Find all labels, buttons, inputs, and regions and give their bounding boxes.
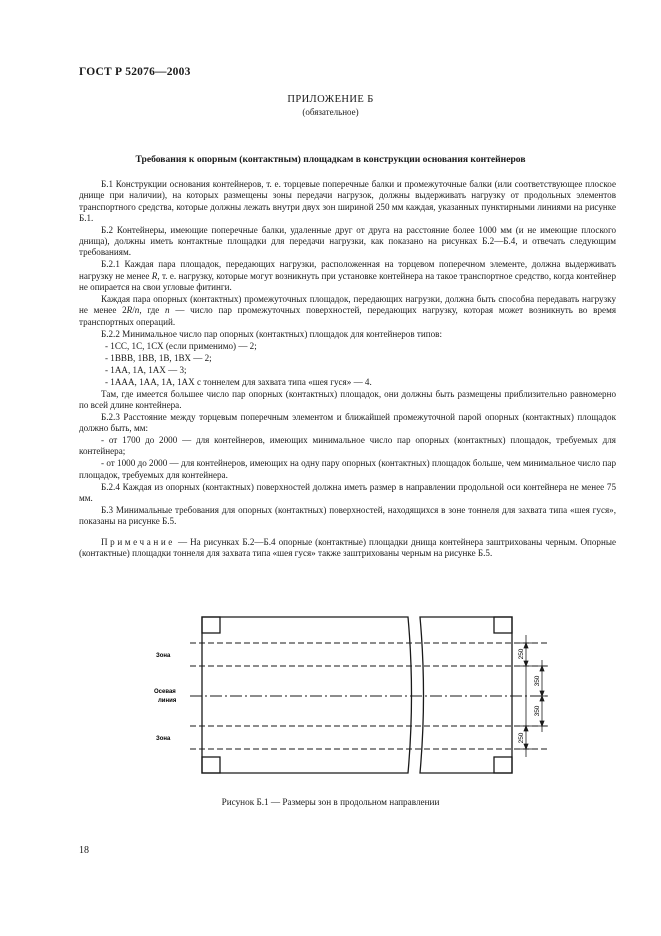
- dim-label-350-top: 350: [534, 675, 541, 687]
- dim-arrow: [524, 744, 528, 749]
- container-outline-left: [202, 617, 412, 773]
- list-item: - 1ААА, 1АА, 1А, 1АХ с тоннелем для захвата типа «шея гуся» — 4.: [105, 376, 372, 387]
- figure-b1: [150, 605, 560, 785]
- text-run: Каждая пара опорных (контактных) промежуточных площадок, передающих нагрузки, должна быть способна передавать нагрузку не менее 2: [79, 294, 616, 316]
- corner-fitting: [494, 757, 512, 773]
- paragraph-b2: Б.2 Контейнеры, имеющие поперечные балки, удаленные друг от друга на расстояние более 1000 мм (и не имеющие плоского днища), должны иметь контактные площадки для передачи нагрузки, как показано на рисунках Б.2—Б.4, и отвечать следующим требованиям.: [79, 224, 616, 258]
- text-run: , где: [139, 305, 166, 316]
- paragraph-distribution: Там, где имеется большее число пар опорных (контактных) площадок, они должны быть размещены приблизительно равномерно по всей длине контейнера.: [79, 388, 616, 410]
- axis-label-line2: линия: [158, 698, 177, 704]
- dim-label-250-bottom: 250: [518, 732, 525, 744]
- list-item: - 1ВВВ, 1ВВ, 1В, 1ВХ — 2;: [105, 352, 212, 363]
- paragraph-b3: Б.3 Минимальные требования для опорных (контактных) поверхностей, находящихся в зоне тоннеля для захвата типа «шея гуся», показаны на рисунке Б.5.: [79, 504, 616, 527]
- appendix-title: ПРИЛОЖЕНИЕ Б: [287, 94, 374, 105]
- section-title: Требования к опорным (контактным) площадкам в конструкции основания контейнеров: [135, 154, 526, 165]
- corner-fitting: [202, 757, 220, 773]
- paragraph-range-2: - от 1000 до 2000 — для контейнеров, имеющих на одну пару опорных (контактных) площадок больше, чем минимальное число пар площадок, требуемых для контейнера.: [79, 458, 616, 480]
- note-label: Примечание: [101, 536, 175, 547]
- var-r: R: [126, 305, 133, 316]
- standard-header: ГОСТ Р 52076—2003: [79, 66, 191, 78]
- appendix-status: (обязательное): [302, 107, 359, 117]
- dim-arrow: [524, 726, 528, 731]
- corner-fitting: [494, 617, 512, 633]
- paragraph-b1: Б.1 Конструкции основания контейнеров, т. е. торцевые поперечные балки и промежуточные балки (или соответствующее плоское днище при наличии), на которых размещены зоны передачи нагрузок, должны выдерживать нагрузку от продольных элементов транспортного средства, которые должны лежать внутри двух зон шириной 250 мм каждая, указанных пунктирными линиями на рисунке Б.1.: [79, 179, 616, 223]
- zone-label-top: Зона: [156, 653, 171, 659]
- dim-arrow: [540, 666, 544, 671]
- paragraph-b24: Б.2.4 Каждая из опорных (контактных) поверхностей должна иметь размер в направлении продольной оси контейнера не менее 75 мм.: [79, 481, 616, 503]
- note-text: — На рисунках Б.2—Б.4 опорные (контактные) площадки днища контейнера заштрихованы черным. Опорные (контактные) площадки тоннеля для захвата типа «шея гуся» также заштрихованы черным на рисунке Б.5.: [79, 536, 616, 558]
- zone-label-bottom: Зона: [156, 736, 171, 742]
- text-run: Б.2.1 Каждая пара площадок, передающих нагрузки, расположенная на торцевом поперечном элементе, должна выдерживать нагрузку не менее: [79, 259, 616, 281]
- dim-arrow: [524, 643, 528, 648]
- list-item: - 1СС, 1С, 1СХ (если применимо) — 2;: [105, 340, 257, 351]
- corner-fitting: [202, 617, 220, 633]
- paragraph-b22: Б.2.2 Минимальное число пар опорных (контактных) площадок для контейнеров типов:: [101, 328, 442, 339]
- note: [79, 537, 616, 560]
- dim-arrow: [540, 696, 544, 701]
- paragraph-intermediate-load: [79, 294, 616, 328]
- var-n: n: [165, 305, 170, 316]
- body-text: [79, 179, 616, 559]
- text-run: , т. е. нагрузку, которые могут возникнуть при установке контейнера на такое транспортное средство, когда контейнер не опирается на свои угловые фитинги.: [79, 270, 616, 293]
- text-run: — число пар промежуточных поверхностей, передающих нагрузку, которая может возникнуть во время транспортных операций.: [79, 305, 616, 327]
- figure-caption: Рисунок Б.1 — Размеры зон в продольном направлении: [221, 797, 440, 807]
- page-number: 18: [79, 845, 89, 856]
- var-r: R: [151, 270, 158, 281]
- dim-label-250-top: 250: [518, 648, 525, 660]
- container-outline-right: [420, 617, 512, 773]
- paragraph-range-1: - от 1700 до 2000 — для контейнеров, имеющих минимальное число пар опорных (контактных) площадок, требуемых для контейнера;: [79, 435, 616, 457]
- list-item: - 1АА, 1А, 1АХ — 3;: [105, 364, 187, 375]
- dim-arrow: [524, 661, 528, 666]
- dim-arrow: [540, 721, 544, 726]
- var-n: n: [134, 305, 140, 316]
- slash: /: [132, 305, 135, 316]
- paragraph-b23: Б.2.3 Расстояние между торцевым поперечным элементом и ближайшей промежуточной парой опорных (контактных) площадок должно быть, мм:: [79, 411, 616, 434]
- paragraph-b21: [79, 259, 616, 293]
- dim-label-350-bottom: 350: [534, 705, 541, 717]
- axis-label-line1: Осевая: [154, 689, 176, 695]
